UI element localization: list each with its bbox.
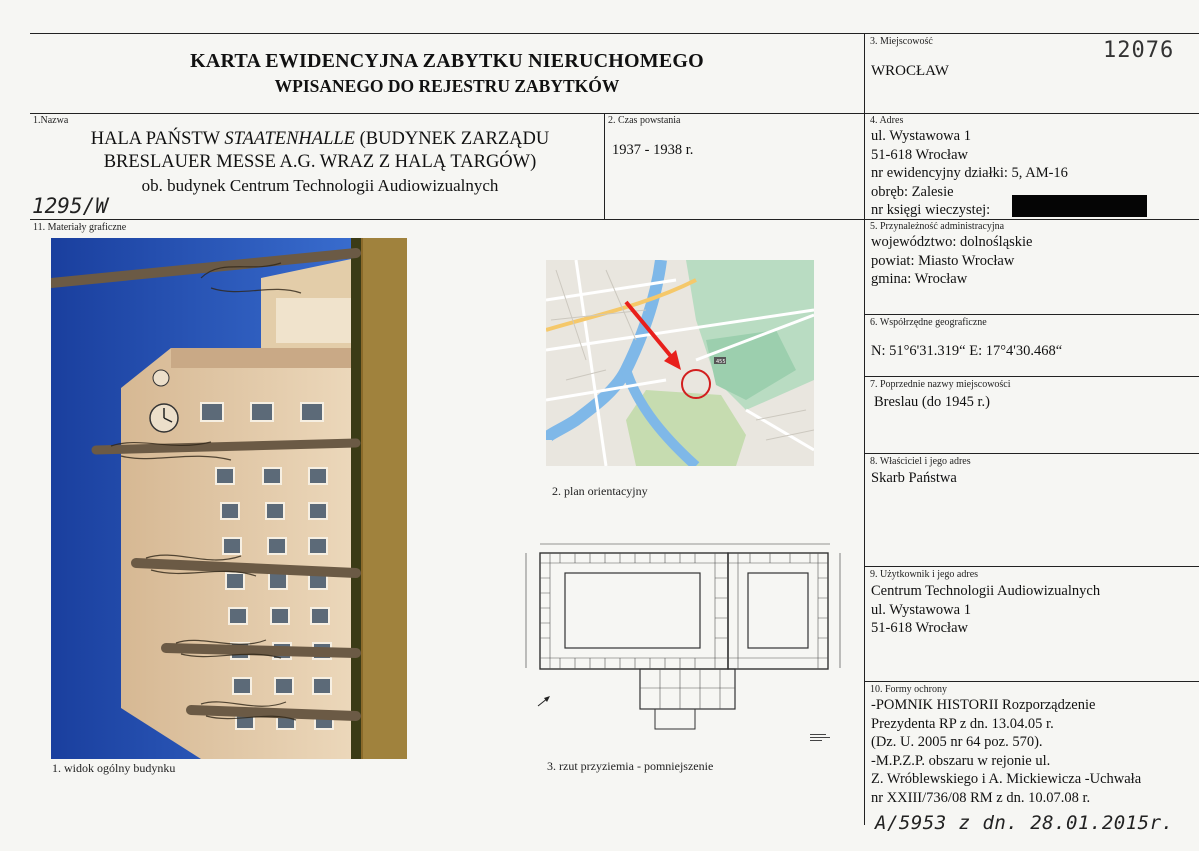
wlasciciel-value: Skarb Państwa bbox=[871, 470, 957, 486]
czas-value: 1937 - 1938 r. bbox=[612, 142, 694, 158]
redaction-block bbox=[1012, 195, 1147, 217]
handwritten-number: 12076 bbox=[1103, 38, 1175, 63]
wspolrzedne-value: N: 51°6'31.319“ E: 17°4'30.468“ bbox=[871, 343, 1063, 359]
miejscowosc-value: WROCŁAW bbox=[871, 63, 949, 79]
formy-label: 10. Formy ochrony bbox=[870, 684, 947, 695]
przynaleznosc-label: 5. Przynależność administracyjna bbox=[870, 221, 1005, 232]
miejscowosc-label: 3. Miejscowość bbox=[870, 36, 933, 47]
wlasciciel-label: 8. Właściciel i jego adres bbox=[870, 456, 971, 467]
photo-caption: 1. widok ogólny budynku bbox=[52, 761, 176, 775]
card-title: KARTA EWIDENCYJNA ZABYTKU NIERUCHOMEGO bbox=[190, 50, 704, 72]
wspolrzedne-label: 6. Współrzędne geograficzne bbox=[870, 317, 987, 328]
building-photo bbox=[51, 238, 407, 759]
floor-plan bbox=[520, 538, 846, 750]
przynaleznosc-block: województwo: dolnośląskie powiat: Miasto Wrocław gmina: Wrocław bbox=[871, 234, 1033, 288]
handwritten-reference: 1295/W bbox=[32, 194, 108, 218]
map-drawing bbox=[546, 260, 814, 466]
building-photo-drawing bbox=[51, 238, 407, 759]
map-caption: 2. plan orientacyjny bbox=[552, 484, 648, 498]
card-subtitle: WPISANEGO DO REJESTRU ZABYTKÓW bbox=[274, 76, 620, 96]
plan-caption: 3. rzut przyziemia - pomniejszenie bbox=[547, 759, 714, 773]
floor-plan-drawing bbox=[520, 538, 846, 750]
adres-block: ul. Wystawowa 1 51-618 Wrocław nr ewidencyjny działki: 5, AM-16 obręb: Zalesie nr księgi wieczystej: bbox=[871, 128, 1068, 219]
materialy-label: 11. Materiały graficzne bbox=[33, 222, 127, 233]
nazwa-value: HALA PAŃSTW STAATENHALLE (BUDYNEK ZARZĄDU BRESLAUER MESSE A.G. WRAZ Z HALĄ TARGÓW) ob. budynek Centrum Technologii Audiowizualnych bbox=[90, 129, 550, 195]
handwritten-register-entry: A/5953 z dn. 28.01.2015r. bbox=[875, 812, 1174, 834]
formy-block: -POMNIK HISTORII Rozporządzenie Prezydenta RP z dn. 13.04.05 r. (Dz. U. 2005 nr 64 poz. 570). -M.P.Z.P. obszaru w rejonie ul. Z. Wróblewskiego i A. Mickiewicza -Uchwała nr XXIII/736/08 RM z dn. 10.07.08 r. bbox=[871, 697, 1142, 806]
uzytkownik-block: Centrum Technologii Audiowizualnych ul. Wystawowa 1 51-618 Wrocław bbox=[871, 583, 1101, 637]
adres-label: 4. Adres bbox=[870, 115, 904, 126]
czas-label: 2. Czas powstania bbox=[608, 115, 681, 126]
nazwa-label: 1.Nazwa bbox=[33, 115, 69, 126]
uzytkownik-label: 9. Użytkownik i jego adres bbox=[870, 569, 979, 580]
orientation-map bbox=[546, 260, 814, 466]
poprzednie-label: 7. Poprzednie nazwy miejscowości bbox=[870, 379, 1011, 390]
poprzednie-value: Breslau (do 1945 r.) bbox=[874, 394, 990, 410]
map-road-badge: 455 bbox=[716, 359, 726, 365]
